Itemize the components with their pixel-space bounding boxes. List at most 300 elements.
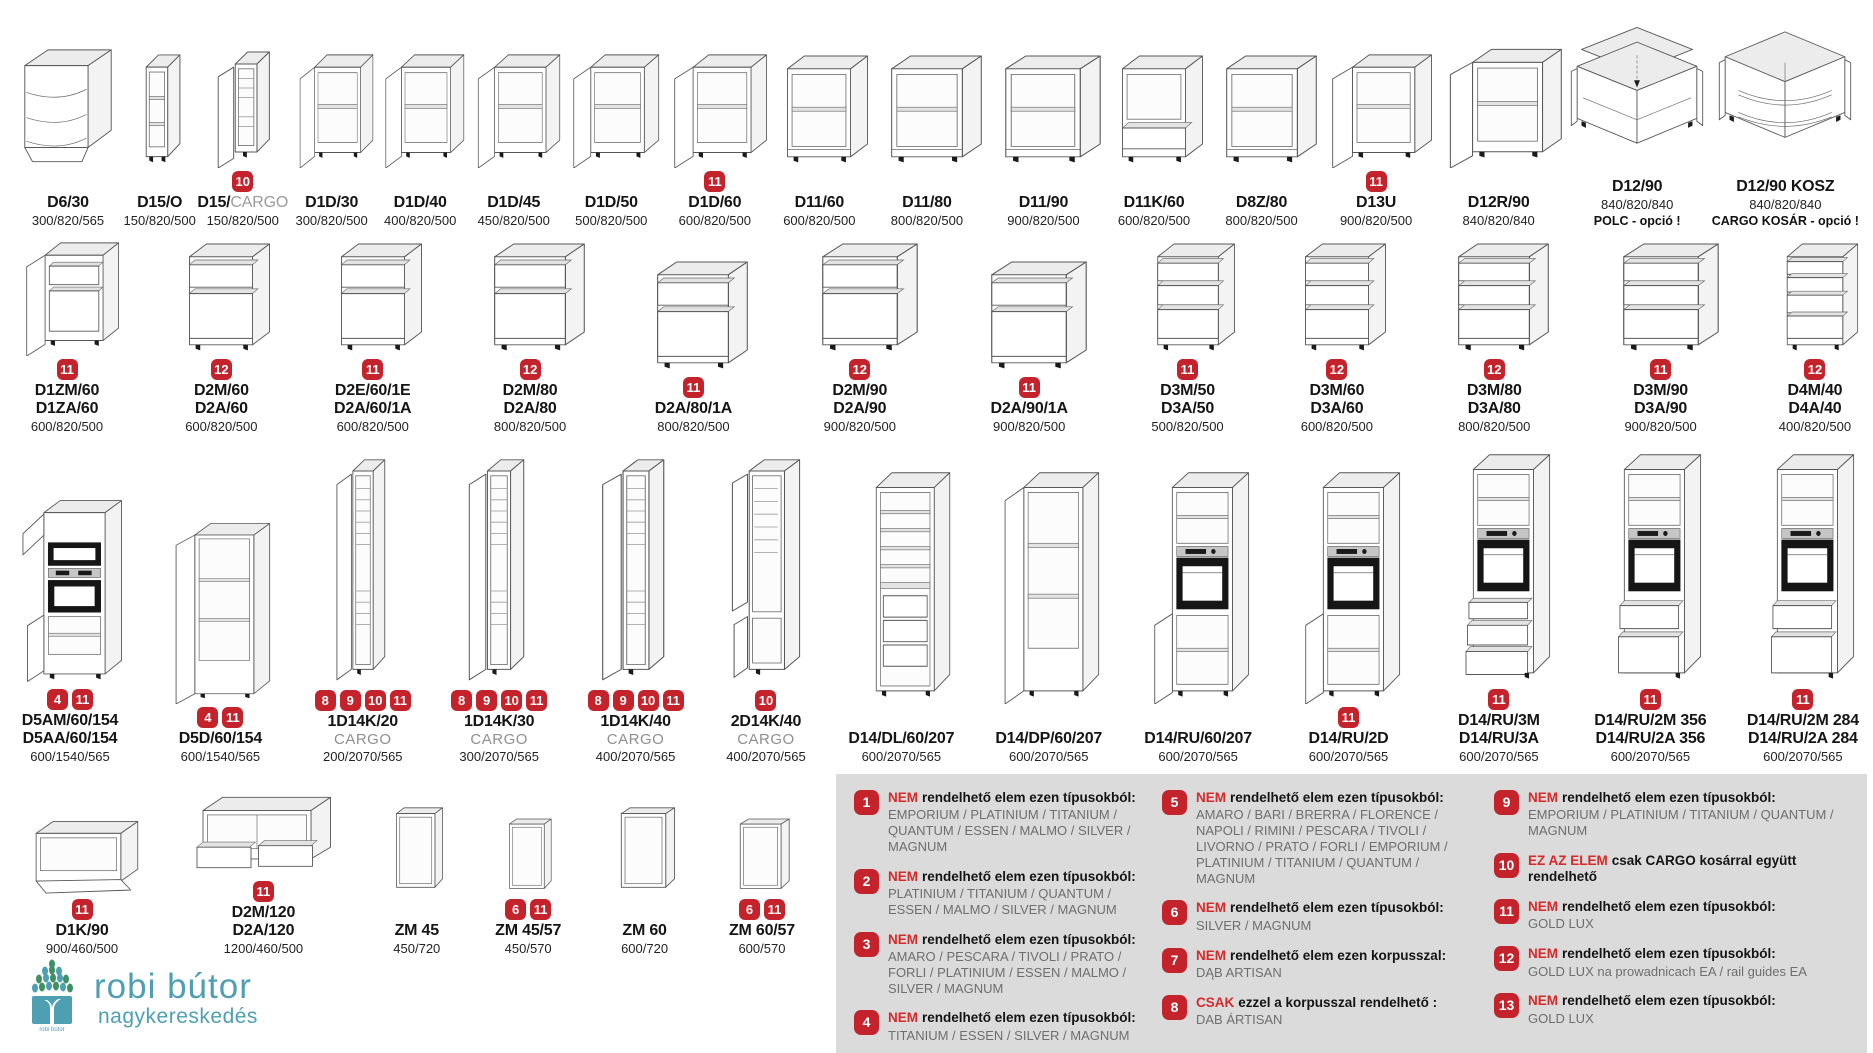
cabinet-drawing (188, 790, 338, 878)
product-code: D11/80 (902, 193, 952, 211)
product-code: ZM 60/57 (728, 921, 795, 939)
cabinet-drawing (970, 254, 1088, 374)
product-card (871, 48, 983, 228)
note-badge: 11 (57, 359, 78, 380)
product-dimensions: 900/820/500 (823, 419, 896, 434)
product-dimensions: 600/570 (738, 941, 786, 956)
cabinet-drawing (1104, 48, 1204, 168)
legend-item-text (1528, 853, 1857, 885)
legend-item (1494, 946, 1857, 979)
legend-item-head: rendelhető elem ezen típusokból: (1230, 900, 1444, 916)
cabinet-drawing (1712, 26, 1858, 152)
cabinet-drawing (166, 512, 274, 704)
product-code-alt: D14/RU/2A 356 (1595, 729, 1706, 747)
product-card (1140, 236, 1236, 434)
legend-item-text (1528, 993, 1776, 1026)
product-code-alt: D1ZA/60 (35, 399, 99, 417)
badge-row (1804, 358, 1825, 381)
product-dimensions: 900/820/500 (1339, 213, 1413, 228)
badge-row (520, 358, 541, 381)
product-card (1602, 236, 1720, 434)
note-badge: 13 (1494, 993, 1519, 1018)
note-badge: 12 (1484, 359, 1505, 380)
badge-row (362, 358, 383, 381)
legend-item (1494, 853, 1857, 885)
cabinet-drawing (375, 44, 465, 168)
note-badge: 4 (47, 689, 68, 710)
product-code: ZM 45 (394, 921, 439, 939)
product-card (970, 254, 1088, 434)
product-code-alt: D3A/50 (1160, 399, 1215, 417)
product-dimensions: 600/820/500 (678, 213, 751, 228)
product-code: D2E/60/1E (334, 381, 411, 399)
product-row-drawer-cabinets (6, 228, 1867, 434)
product-card (495, 814, 561, 956)
product-code: D2M/90 (832, 381, 888, 399)
legend-item-head: ezzel a korpusszal rendelhető : (1238, 994, 1438, 1010)
product-dimensions: 600/820/500 (185, 419, 258, 434)
cabinet-drawing (801, 236, 919, 356)
note-badge: 2 (854, 869, 879, 894)
product-code-alt: D2A/120 (232, 921, 295, 939)
legend-item-body: AMARO / BARI / BRERRA / FLORENCE / NAPOLI / RIMINI / PESCARA / TIVOLI / LIVORNO / PRATO / FORLI / EMPORIUM / PLATINIUM / TITANIUM / QUANTUM / MAGNUM (1196, 807, 1448, 886)
badge-row (451, 689, 547, 712)
legend-item-head: rendelhető elem ezen típusokból: (1230, 790, 1444, 805)
legend-item-text (1528, 946, 1807, 979)
product-dimensions: 150/820/500 (123, 213, 196, 228)
product-code: D14/RU/2D (1308, 729, 1389, 747)
product-card (14, 232, 120, 434)
cabinet-drawing (1206, 48, 1318, 168)
badge-row (1338, 706, 1359, 729)
product-code: D1K/90 (55, 921, 109, 939)
product-code-light: CARGO (230, 193, 289, 211)
note-badge: 10 (365, 690, 386, 711)
note-badge: 10 (638, 690, 659, 711)
product-card (848, 458, 954, 764)
bottom-section (6, 774, 1867, 1053)
cabinet-drawing (290, 44, 374, 168)
product-dimensions: 840/820/840 (1749, 197, 1822, 212)
note-badge: 11 (1640, 689, 1661, 710)
legend-item (854, 790, 1146, 855)
product-dimensions: 450/820/500 (477, 213, 550, 228)
product-code: D5AM/60/154 (21, 711, 119, 729)
legend-item-text (888, 869, 1146, 918)
product-card (662, 44, 768, 228)
legend-item-head: rendelhető elem ezen típusokból: (922, 790, 1136, 805)
legend-item-body: SILVER / MAGNUM (1196, 917, 1312, 933)
note-badge: 4 (854, 1010, 879, 1035)
product-code: D5D/60/154 (178, 729, 263, 747)
legend-item (1162, 995, 1478, 1028)
product-card (474, 236, 586, 434)
legend-item-head: rendelhető elem ezen típusokból: (1562, 993, 1776, 1009)
product-card (1206, 48, 1318, 228)
product-dimensions: 600/820/500 (1300, 419, 1374, 434)
product-dimensions: 600/2070/565 (1459, 749, 1539, 764)
cabinet-drawing (499, 814, 557, 896)
product-code: 1D14K/20 (327, 713, 398, 731)
product-code: 1D14K/30 (463, 713, 535, 731)
note-badge: 11 (72, 899, 93, 920)
cabinet-drawing (171, 236, 271, 356)
legend-item-headline (1196, 995, 1437, 1011)
product-code: D1D/50 (584, 193, 638, 211)
cabinet-drawing (467, 44, 561, 168)
legend-item-body: GOLD LUX (1528, 1010, 1594, 1026)
product-card (769, 48, 869, 228)
note-badge: 11 (390, 690, 411, 711)
legend-item-headline (888, 932, 1146, 948)
note-badge: 6 (739, 899, 760, 920)
legend-item-headline (1196, 790, 1478, 806)
product-row-low-cabinets (14, 774, 822, 956)
legend-item-lead: NEM (1196, 900, 1226, 916)
note-badge: 11 (253, 881, 274, 902)
note-badge: 8 (315, 690, 336, 711)
product-dimensions: 500/820/500 (1151, 419, 1224, 434)
product-code-alt: D4A/40 (1788, 399, 1842, 417)
product-card (22, 814, 142, 956)
product-dimensions: 400/820/500 (1778, 419, 1852, 434)
cabinet-drawing (1771, 236, 1859, 356)
note-badge: 11 (530, 899, 551, 920)
cabinet-drawing (1143, 458, 1253, 704)
product-dimensions: 600/2070/565 (1610, 749, 1691, 764)
legend-item-lead: NEM (1196, 947, 1226, 963)
cabinet-drawing (562, 44, 660, 168)
note-badge: 12 (520, 359, 541, 380)
product-code: D11/60 (794, 193, 845, 211)
product-code: D1ZM/60 (34, 381, 100, 399)
product-code: ZM 45/57 (495, 921, 562, 939)
product-card (385, 802, 449, 956)
note-badge: 12 (1804, 359, 1825, 380)
tree-icon (20, 958, 84, 1037)
badge-row (315, 689, 411, 712)
legend-item-lead: NEM (888, 868, 918, 884)
note-badge: 11 (222, 707, 243, 728)
product-dimensions: 800/820/500 (890, 213, 964, 228)
product-card (1319, 44, 1433, 228)
product-row-tall-cabinets (6, 434, 1867, 764)
legend-item-head: rendelhető elem ezen korpusszal: (1230, 947, 1447, 963)
product-code: D11/90 (1018, 193, 1069, 211)
cabinet-drawing (1438, 236, 1550, 356)
note-badge: 11 (1177, 359, 1198, 380)
product-note: CARGO KOSÁR - opció ! (1711, 214, 1859, 228)
product-card (588, 447, 684, 764)
product-card (188, 790, 338, 956)
legend-item-headline (1196, 900, 1444, 916)
cabinet-drawing (1444, 440, 1554, 686)
product-subtitle: CARGO (470, 730, 528, 748)
product-card (608, 802, 682, 956)
product-code: D1D/45 (487, 193, 541, 211)
product-code: D15/CARGO (197, 193, 289, 211)
badge-row (849, 358, 870, 381)
product-code: D12/90 KOSZ (1736, 177, 1835, 195)
cabinet-drawing (334, 447, 392, 687)
product-dimensions: 900/460/500 (45, 941, 119, 956)
product-code: D8Z/80 (1235, 193, 1288, 211)
legend-item-headline (1528, 853, 1857, 885)
legend-item-headline (1528, 899, 1776, 915)
legend-item-headline (1528, 993, 1776, 1009)
product-code: D3M/90 (1633, 381, 1688, 399)
product-dimensions: 150/820/500 (206, 213, 279, 228)
product-dimensions: 600/2070/565 (1308, 749, 1389, 764)
product-card (801, 236, 919, 434)
cabinet-drawing (1564, 26, 1710, 152)
note-badge: 10 (1494, 853, 1519, 878)
product-code: D2A/80/1A (654, 399, 733, 417)
note-badge: 9 (340, 690, 361, 711)
legend-item-lead: CSAK (1196, 994, 1235, 1010)
legend-item-body: AMARO / PESCARA / TIVOLI / PRATO / FORLI / PLATINIUM / ESSEN / MALMO / SILVER / MAGNUM (888, 948, 1127, 996)
note-badge: 6 (505, 899, 526, 920)
product-code: D14/RU/60/207 (1144, 729, 1252, 747)
badge-row (704, 170, 725, 193)
product-dimensions: 900/820/500 (1624, 419, 1697, 434)
legend-item (1162, 948, 1478, 981)
badge-row (1484, 358, 1505, 381)
badge-row (1019, 376, 1040, 399)
product-card (451, 447, 547, 764)
note-badge: 5 (1162, 790, 1187, 815)
product-dimensions: 840/820/840 (1462, 213, 1535, 228)
legend-item-head: rendelhető elem ezen típusokból: (922, 1010, 1136, 1026)
legend-item-text (1196, 900, 1444, 933)
legend-item (854, 1010, 1146, 1043)
note-badge: 4 (197, 707, 218, 728)
note-badge: 9 (613, 690, 634, 711)
product-code: D3M/50 (1160, 381, 1215, 399)
product-card (124, 46, 196, 228)
product-card (14, 42, 122, 228)
product-card (290, 44, 374, 228)
bottom-left-column (14, 774, 822, 1053)
legend-item-text (888, 790, 1146, 855)
note-badge: 12 (1494, 946, 1519, 971)
legend-item-lead: NEM (1528, 790, 1558, 805)
product-code: D14/RU/2M 284 (1746, 711, 1859, 729)
legend-item-lead: NEM (888, 1010, 918, 1026)
cabinet-drawing (323, 236, 423, 356)
cabinet-drawing (1287, 236, 1387, 356)
product-card (728, 814, 796, 956)
product-card (323, 236, 423, 434)
note-badge: 11 (1338, 707, 1359, 728)
cabinet-drawing (608, 802, 682, 896)
product-card (1104, 48, 1204, 228)
product-card (315, 447, 411, 764)
cabinet-drawing (728, 814, 796, 896)
legend-item-head: rendelhető elem ezen típusokból: (1562, 899, 1776, 915)
legend-item-body: DĄB ARTISAN (1196, 964, 1282, 980)
badge-row (1488, 688, 1509, 711)
product-card (1771, 236, 1859, 434)
note-badge: 12 (1326, 359, 1347, 380)
note-badge: 12 (849, 359, 870, 380)
legend-item-body: EMPORIUM / PLATINIUM / TITANIUM / QUANTUM / MAGNUM (1528, 807, 1834, 839)
legend-item (1162, 900, 1478, 933)
product-code: D4M/40 (1787, 381, 1843, 399)
cabinet-drawing (995, 458, 1103, 704)
product-dimensions: 600/820/500 (783, 213, 856, 228)
legend-item-body: GOLD LUX (1528, 916, 1594, 932)
legend-item-text (1196, 948, 1446, 981)
note-badge: 12 (211, 359, 232, 380)
note-badge: 11 (72, 689, 93, 710)
legend-item-headline (1528, 790, 1857, 806)
legend-item-body: TITANIUM / ESSEN / SILVER / MAGNUM (888, 1027, 1130, 1043)
note-badge: 10 (755, 690, 776, 711)
legend-item-text (1196, 790, 1478, 886)
note-badge: 11 (1792, 689, 1813, 710)
badge-row (72, 898, 93, 921)
legend-item-headline (888, 869, 1146, 885)
note-badge: 9 (1494, 790, 1519, 815)
cabinet-drawing (637, 254, 749, 374)
product-card (1294, 458, 1404, 764)
legend-item-headline (1528, 946, 1807, 962)
product-code: D12/90 (1611, 177, 1663, 195)
product-card (995, 458, 1103, 764)
note-badge: 3 (854, 932, 879, 957)
legend-item-lead: NEM (1196, 790, 1226, 805)
product-code: D14/RU/3M (1458, 711, 1540, 729)
product-dimensions: 400/2070/565 (595, 749, 676, 764)
badge-row (1177, 358, 1198, 381)
logo-text (94, 966, 258, 1028)
product-dimensions: 300/820/500 (295, 213, 368, 228)
badge-row (1326, 358, 1347, 381)
badge-row (588, 689, 684, 712)
legend-item-lead: NEM (1528, 946, 1558, 962)
note-badge: 7 (1162, 948, 1187, 973)
legend-item-text (1196, 995, 1437, 1028)
legend-item-body: DAB ÁRTISAN (1196, 1011, 1283, 1027)
note-badge: 11 (764, 899, 785, 920)
product-code-alt: D14/RU/3A (1458, 729, 1539, 747)
product-code: D1D/60 (688, 193, 742, 211)
legend-item-headline (888, 1010, 1136, 1026)
product-dimensions: 300/820/565 (31, 213, 105, 228)
legend-item (854, 869, 1146, 918)
note-badge: 8 (588, 690, 609, 711)
legend-column-3 (1494, 790, 1857, 1043)
product-code: D3M/60 (1309, 381, 1365, 399)
logo-icon-caption: robi bútor (39, 1027, 65, 1033)
product-code: D2M/80 (502, 381, 558, 399)
legend-column-1 (854, 790, 1146, 1043)
badge-row (1650, 358, 1671, 381)
product-code: D11K/60 (1123, 193, 1185, 211)
legend-item-headline (1196, 948, 1446, 964)
note-badge: 11 (704, 171, 725, 192)
badge-row (57, 358, 78, 381)
cabinet-drawing (474, 236, 586, 356)
product-dimensions: 840/820/840 (1601, 197, 1674, 212)
product-dimensions: 600/720 (621, 941, 669, 956)
note-badge: 11 (1488, 689, 1509, 710)
product-dimensions: 1200/460/500 (223, 941, 304, 956)
cabinet-drawing (14, 490, 126, 686)
product-code: D12R/90 (1467, 193, 1530, 211)
product-card (14, 490, 126, 764)
cabinet-drawing (1595, 440, 1705, 686)
product-dimensions: 600/820/500 (336, 419, 409, 434)
product-card (467, 44, 561, 228)
product-card (197, 40, 288, 228)
product-dimensions: 300/2070/565 (459, 749, 539, 764)
legend-item-text (888, 1010, 1136, 1043)
cabinet-drawing (14, 42, 122, 168)
legend-item-lead: EZ AZ ELEM (1528, 852, 1608, 868)
product-dimensions: 600/2070/565 (1158, 749, 1238, 764)
note-badge: 11 (1650, 359, 1671, 380)
cabinet-drawing (1294, 458, 1404, 704)
product-dimensions: 800/820/500 (493, 419, 567, 434)
note-badge: 11 (663, 690, 684, 711)
product-card (1594, 440, 1706, 764)
legend-item-lead: NEM (888, 790, 918, 805)
legend-item-head: rendelhető elem ezen típusokból: (1562, 790, 1776, 805)
badge-row (47, 688, 93, 711)
legend-item-headline (888, 790, 1146, 806)
legend-item (1494, 993, 1857, 1026)
product-dimensions: 600/2070/565 (1008, 749, 1089, 764)
note-badge: 11 (526, 690, 547, 711)
product-card (1712, 26, 1859, 228)
note-badge: 8 (1162, 995, 1187, 1020)
product-code: D1D/30 (305, 193, 359, 211)
cabinet-drawing (871, 48, 983, 168)
legend-item-lead: NEM (1528, 899, 1558, 915)
product-subtitle: CARGO (334, 730, 392, 748)
cabinet-drawing (466, 447, 532, 687)
legend-item-head: rendelhető elem ezen típusokból: (922, 868, 1136, 884)
cabinet-drawing (137, 46, 183, 168)
badge-row (197, 706, 243, 729)
product-card (171, 236, 271, 434)
product-code: D2A/90/1A (990, 399, 1068, 417)
product-dimensions: 600/820/500 (30, 419, 104, 434)
product-subtitle: CARGO (737, 730, 795, 748)
badge-row (1640, 688, 1661, 711)
cabinet-drawing (662, 44, 768, 168)
note-badge: 11 (1494, 899, 1519, 924)
note-badge: 11 (1019, 377, 1040, 398)
product-card (1564, 26, 1710, 228)
legend-item-lead: NEM (888, 931, 918, 947)
product-code-alt: D2A/60 (194, 399, 248, 417)
note-badge: 11 (683, 377, 704, 398)
legend-item-lead: NEM (1528, 993, 1558, 1009)
logo-title: robi bútor (94, 966, 252, 1006)
product-code-alt: D5AA/60/154 (22, 729, 118, 747)
legend-item-text (1528, 899, 1776, 932)
product-card (166, 512, 274, 764)
product-code: D15/O (137, 193, 183, 211)
product-card (1747, 440, 1859, 764)
legend-item-head: rendelhető elem ezen típusokból: (922, 931, 1136, 947)
product-dimensions: 600/2070/565 (1763, 749, 1843, 764)
legend-item-head: rendelhető elem ezen típusokból: (1562, 946, 1776, 962)
logo-subtitle: nagykereskedés (98, 1004, 258, 1028)
